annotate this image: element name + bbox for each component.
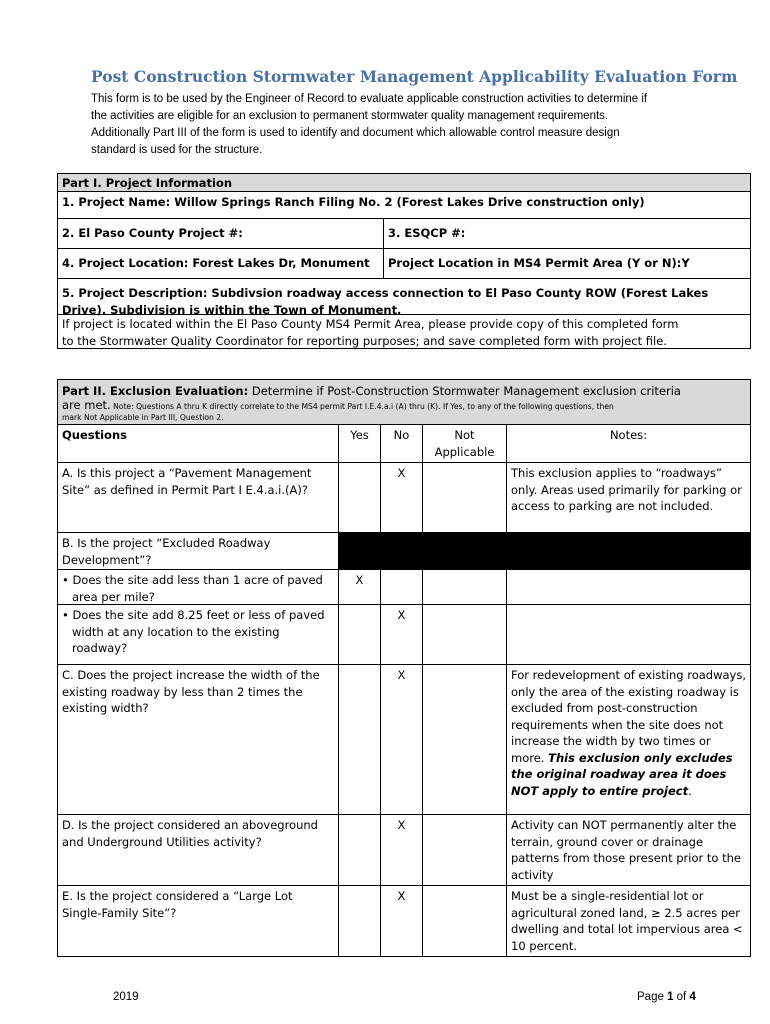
answer-d-yes[interactable] <box>338 814 380 885</box>
note-b1 <box>506 569 750 604</box>
county-project-field[interactable]: 2. El Paso County Project #: <box>58 219 384 248</box>
note-line: If project is located within the El Paso County MS4 Permit Area, please provide copy of this completed form <box>62 317 679 331</box>
answer-d-na[interactable] <box>422 814 506 885</box>
note-b2 <box>506 604 750 664</box>
note-line: to the Stormwater Quality Coordinator for reporting purposes; and save completed form with project file. <box>62 333 667 348</box>
intro-line: the activities are eligible for an exclusion to permanent stormwater quality management requirements. <box>91 110 609 122</box>
page-total: 4 <box>689 991 696 1003</box>
note-c-end: . <box>688 783 692 798</box>
part2-header-line <box>62 383 746 399</box>
question-b1: • Does the site add less than 1 acre of paved area per mile? <box>58 569 338 604</box>
question-c: C. Does the project increase the width of the existing roadway by less than 2 times the existing width? <box>58 664 338 814</box>
location-row <box>58 248 750 278</box>
answer-c-na[interactable] <box>422 664 506 814</box>
project-description-field[interactable] <box>58 278 750 317</box>
answer-a-yes[interactable] <box>338 462 380 532</box>
note-c-text: For redevelopment of existing roadways, only the area of the existing roadway is excluded from post-construction requirements when the site does not increase the width by two times or more. <box>511 668 747 765</box>
col-header-no: No <box>380 424 422 462</box>
exclusion-grid <box>58 424 750 956</box>
answer-b2-no[interactable]: X <box>380 604 422 664</box>
answer-a-na[interactable] <box>422 462 506 532</box>
col-header-notes: Notes: <box>506 424 750 462</box>
question-b: B. Is the project “Excluded Roadway Development”? <box>58 532 338 569</box>
blocked-cell <box>380 532 422 569</box>
answer-b1-no[interactable] <box>380 569 422 604</box>
question-b2: • Does the site add 8.25 feet or less of paved width at any location to the existing roadway? <box>58 604 338 664</box>
part2-header-note: mark Not Applicable in Part III, Question 2. <box>62 413 224 422</box>
blocked-cell <box>422 532 506 569</box>
part2-header-note: Note: Questions A thru K directly correlate to the MS4 permit Part I.E.4.a.i (A) thru (K). If Yes, to any of the following questions, then <box>110 402 614 411</box>
answer-e-no[interactable]: X <box>380 885 422 956</box>
project-location-field[interactable]: 4. Project Location: Forest Lakes Dr, Monument <box>58 249 384 278</box>
ms4-note <box>58 314 750 348</box>
blocked-cell <box>338 532 380 569</box>
note-d: Activity can NOT permanently alter the terrain, ground cover or drainage patterns from those present prior to the activity <box>506 814 750 885</box>
part2-header-text: are met. <box>62 398 111 412</box>
question-e: E. Is the project considered a “Large Lot Single-Family Site”? <box>58 885 338 953</box>
description-line: Drive). Subdivision is within the Town of Monument. <box>62 302 402 317</box>
blocked-cell <box>506 532 750 569</box>
col-header-na: Not Applicable <box>422 424 506 462</box>
answer-b2-na[interactable] <box>422 604 506 664</box>
note-c <box>506 664 750 814</box>
col-header-yes: Yes <box>338 424 380 462</box>
col-header-questions: Questions <box>58 424 338 457</box>
esqcp-field[interactable]: 3. ESQCP #: <box>388 226 466 240</box>
note-a: This exclusion applies to “roadways” only. Areas used primarily for parking or access to parking are not included. <box>506 462 750 532</box>
part2-table <box>57 379 751 957</box>
note-c-emphasis: This exclusion only excludes the original roadway area it does NOT apply to entire project <box>511 750 733 798</box>
question-d: D. Is the project considered an aboveground and Underground Utilities activity? <box>58 814 338 881</box>
page-prefix: Page <box>637 991 668 1003</box>
intro-line: Additionally Part III of the form is used to identify and document which allowable control measure design <box>91 127 620 139</box>
part2-header-text: Determine if Post-Construction Stormwater Management exclusion criteria <box>248 384 681 398</box>
question-a: A. Is this project a “Pavement Management Site” as defined in Permit Part I E.4.a.i.(A)? <box>58 462 338 532</box>
page-of: of <box>673 991 690 1003</box>
intro-paragraph <box>91 91 731 159</box>
part1-table <box>57 173 751 349</box>
intro-line: This form is to be used by the Engineer of Record to evaluate applicable construction activities to determine if <box>91 93 648 105</box>
answer-b1-na[interactable] <box>422 569 506 604</box>
answer-b2-yes[interactable] <box>338 604 380 664</box>
project-number-row <box>58 218 750 248</box>
answer-a-no[interactable]: X <box>380 462 422 532</box>
part2-header-line <box>62 399 746 413</box>
answer-e-na[interactable] <box>422 885 506 956</box>
footer-year: 2019 <box>113 991 139 1003</box>
part1-header: Part I. Project Information <box>58 174 750 191</box>
answer-e-yes[interactable] <box>338 885 380 956</box>
answer-b1-yes[interactable]: X <box>338 569 380 604</box>
page-number <box>637 991 696 1003</box>
intro-line: standard is used for the structure. <box>91 144 263 156</box>
answer-c-yes[interactable] <box>338 664 380 814</box>
form-title: Post Construction Stormwater Management Applicability Evaluation Form <box>91 67 738 86</box>
part2-header <box>58 380 750 424</box>
project-name-field[interactable]: 1. Project Name: Willow Springs Ranch Filing No. 2 (Forest Lakes Drive construction only) <box>58 191 750 218</box>
ms4-area-field[interactable]: Project Location in MS4 Permit Area (Y or N):Y <box>388 256 690 270</box>
page-current: 1 <box>667 991 674 1003</box>
description-line: 5. Project Description: Subdivsion roadway access connection to El Paso County ROW (Forest Lakes <box>62 286 709 300</box>
answer-c-no[interactable]: X <box>380 664 422 814</box>
answer-d-no[interactable]: X <box>380 814 422 885</box>
part2-header-label: Part II. Exclusion Evaluation: <box>62 384 249 398</box>
note-e: Must be a single-residential lot or agricultural zoned land, ≥ 2.5 acres per dwelling and total lot impervious area < 10 percent. <box>506 885 750 956</box>
